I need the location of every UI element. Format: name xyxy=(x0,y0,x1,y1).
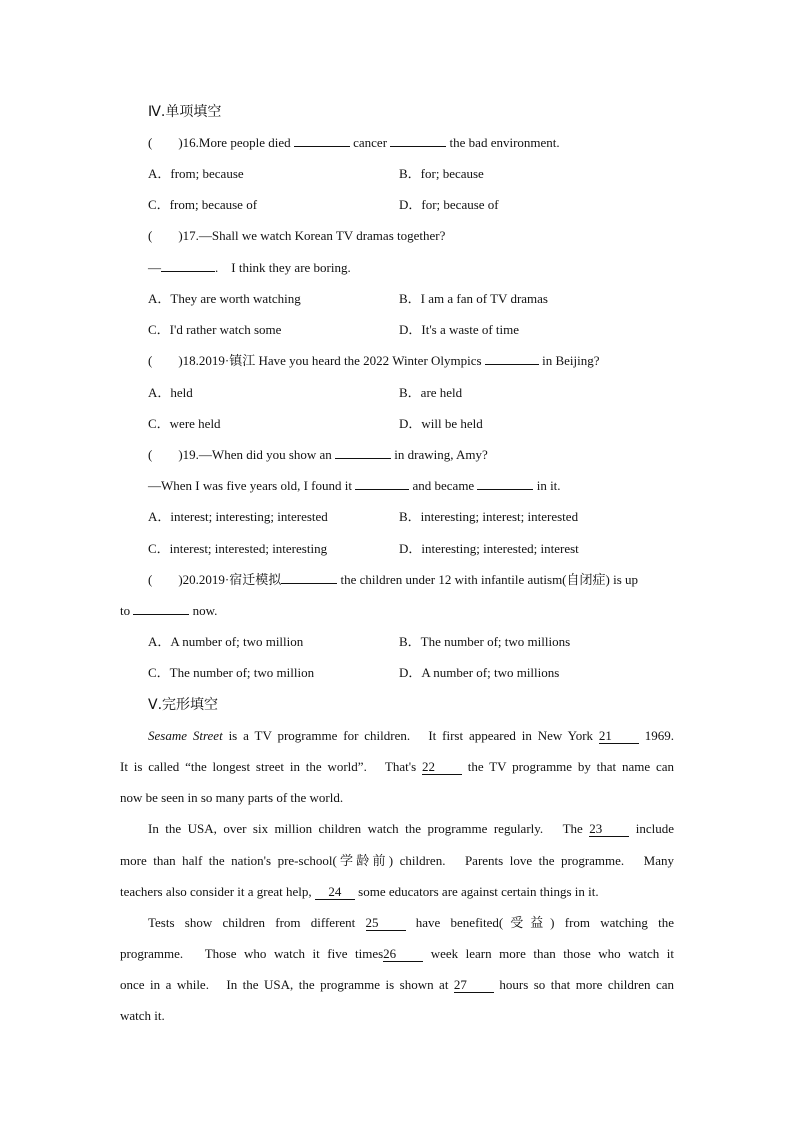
section-5-heading: Ⅴ.完形填空 xyxy=(148,697,219,713)
option-a[interactable]: A．interest; interesting; interested xyxy=(148,509,328,524)
option-b[interactable]: B．I am a fan of TV dramas xyxy=(399,291,548,306)
question-text: . I think they are boring. xyxy=(215,260,351,275)
question-text: 18.2019·镇江 Have you heard the 2022 Winter Olympics xyxy=(182,353,485,368)
question-text: in it. xyxy=(533,478,561,493)
option-b[interactable]: B．are held xyxy=(399,385,463,400)
option-c[interactable]: C．The number of; two million xyxy=(148,665,315,680)
cloze-blank-26[interactable]: 26 xyxy=(383,947,423,962)
passage-text: hours so that more children can xyxy=(493,977,674,992)
paragraph-1-line-3: now be seen in so many parts of the world. xyxy=(120,790,344,805)
question-text: the bad environment. xyxy=(446,135,560,150)
answer-paren[interactable]: ( ) xyxy=(148,228,183,243)
passage-text: 1969. xyxy=(638,728,675,743)
option-c[interactable]: C．I'd rather watch some xyxy=(148,322,282,337)
answer-blank[interactable] xyxy=(485,353,539,365)
option-d[interactable]: D．A number of; two millions xyxy=(399,665,560,680)
passage-text: teachers also consider it a great help, xyxy=(120,884,315,899)
option-b[interactable]: B．The number of; two millions xyxy=(399,634,571,649)
option-d[interactable]: D．interesting; interested; interest xyxy=(399,541,579,556)
answer-paren[interactable]: ( ) xyxy=(148,572,183,587)
question-text: to xyxy=(120,603,134,618)
option-c[interactable]: C．were held xyxy=(148,416,221,431)
cloze-blank-25[interactable]: 25 xyxy=(366,916,406,931)
paragraph-2-line-1 xyxy=(148,821,674,837)
answer-blank[interactable] xyxy=(294,135,350,147)
answer-blank[interactable] xyxy=(335,447,391,459)
question-text: 19.—When did you show an xyxy=(182,447,336,462)
question-text: and became xyxy=(409,478,478,493)
passage-text: programme. Those who watch it five times xyxy=(120,946,384,961)
cloze-blank-27[interactable]: 27 xyxy=(454,978,494,993)
question-text: now. xyxy=(189,603,218,618)
question-20-continued xyxy=(120,603,217,619)
answer-blank[interactable] xyxy=(477,478,533,490)
paragraph-3-line-2 xyxy=(120,946,674,962)
question-18 xyxy=(148,353,600,369)
answer-paren[interactable]: ( ) xyxy=(148,353,183,368)
option-c[interactable]: C．from; because of xyxy=(148,197,258,212)
question-text: the children under 12 with infantile autism(自闭症) is up xyxy=(337,572,639,587)
cloze-blank-23[interactable]: 23 xyxy=(589,822,629,837)
paragraph-1-line-2 xyxy=(120,759,674,775)
question-text: cancer xyxy=(349,135,391,150)
option-a[interactable]: A．A number of; two million xyxy=(148,634,304,649)
passage-text: include xyxy=(629,821,674,836)
section-4-heading: Ⅳ.单项填空 xyxy=(148,104,222,120)
paragraph-2-line-2: more than half the nation's pre-school(学龄前) children. Parents love the programme. Many xyxy=(120,853,674,868)
question-20 xyxy=(148,572,638,588)
cloze-blank-21[interactable]: 21 xyxy=(599,729,639,744)
passage-text: is a TV programme for children. It first appeared in New York xyxy=(222,728,599,743)
passage-text: the TV programme by that name can xyxy=(461,759,674,774)
passage-text: have benefited(受益) from watching the xyxy=(405,915,675,930)
answer-blank[interactable] xyxy=(355,478,409,490)
answer-blank[interactable] xyxy=(390,135,446,147)
paragraph-3-line-3 xyxy=(120,977,674,993)
option-c[interactable]: C．interest; interested; interesting xyxy=(148,541,328,556)
passage-text: Tests show children from different xyxy=(148,915,366,930)
question-text: —When I was five years old, I found it xyxy=(148,478,356,493)
option-b[interactable]: B．interesting; interest; interested xyxy=(399,509,579,524)
passage-text: some educators are against certain things in it. xyxy=(354,884,599,899)
question-text: in Beijing? xyxy=(538,353,600,368)
question-17 xyxy=(148,228,445,244)
option-d[interactable]: D．for; because of xyxy=(399,197,499,212)
answer-blank[interactable] xyxy=(133,603,189,615)
passage-text: It is called “the longest street in the world”. That's xyxy=(120,759,422,774)
passage-text: once in a while. In the USA, the programme is shown at xyxy=(120,977,454,992)
answer-blank[interactable] xyxy=(281,572,337,584)
paragraph-3-line-4: watch it. xyxy=(120,1008,165,1023)
question-text: 17.—Shall we watch Korean TV dramas together? xyxy=(182,228,446,243)
question-text: 16.More people died xyxy=(182,135,294,150)
option-b[interactable]: B．for; because xyxy=(399,166,484,181)
option-d[interactable]: D．will be held xyxy=(399,416,483,431)
option-a[interactable]: A．They are worth watching xyxy=(148,291,301,306)
option-d[interactable]: D．It's a waste of time xyxy=(399,322,520,337)
passage-text: week learn more than those who watch it xyxy=(423,946,674,961)
cloze-blank-22[interactable]: 22 xyxy=(422,760,462,775)
option-a[interactable]: A．from; because xyxy=(148,166,244,181)
paragraph-2-line-3 xyxy=(120,884,599,900)
question-16 xyxy=(148,135,560,151)
answer-blank[interactable] xyxy=(161,260,215,272)
question-19 xyxy=(148,447,488,463)
question-text: 20.2019·宿迁模拟 xyxy=(182,572,282,587)
cloze-blank-24[interactable]: 24 xyxy=(315,885,355,900)
answer-paren[interactable]: ( ) xyxy=(148,447,183,462)
question-19-reply xyxy=(148,478,561,494)
programme-title: Sesame Street xyxy=(148,728,223,743)
paragraph-3-line-1 xyxy=(148,915,674,931)
paragraph-1-line-1 xyxy=(148,728,674,744)
question-text: in drawing, Amy? xyxy=(391,447,488,462)
passage-text: In the USA, over six million children watch the programme regularly. The xyxy=(148,821,590,836)
question-17-reply xyxy=(148,260,351,276)
dialogue-dash: — xyxy=(148,260,161,275)
option-a[interactable]: A．held xyxy=(148,385,193,400)
answer-paren[interactable]: ( ) xyxy=(148,135,183,150)
